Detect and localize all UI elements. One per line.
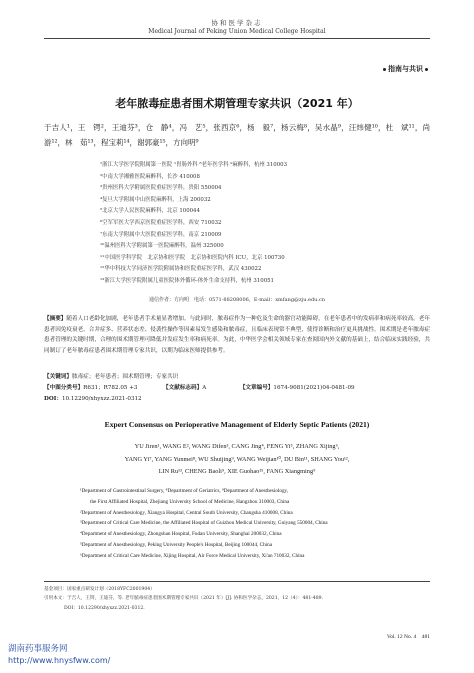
author-line-en: LIN Ru¹³, CHENG Baoli⁹, XIE Guohao¹⁵, FANG Xiangming⁹ xyxy=(158,468,316,475)
affiliation-en: ⁵Department of Anesthesiology, Peking University People's Hospital, Beijing 100044, China xyxy=(80,541,273,548)
section-tag xyxy=(381,64,430,74)
affiliation-en: the First Affiliated Hospital, Zhejiang University School of Medicine, Hangzhou 310003, China xyxy=(90,498,290,505)
classification-row xyxy=(44,383,430,391)
watermark xyxy=(8,644,110,666)
affiliation-cn: ¹⁰温州医科大学附属第一医院麻醉科，温州 325000 xyxy=(100,243,224,250)
affiliations-en xyxy=(80,486,430,562)
affiliation-cn: ¹³浙江大学医学院附属儿童医院体外循环-体外生命支持科，杭州 310051 xyxy=(100,277,274,284)
article-no-label: 【文章编号】 xyxy=(239,385,274,391)
author-list-cn: 于吉人¹，王 锷²，王迪芬³，仓 静⁴，冯 艺⁵，张西京⁶，杨 毅⁷，杨云梅⁸，吴水晶⁹，汪炜健¹⁰，杜 斌¹¹，尚 游¹²，林 茹¹³，程宝莉¹⁴，谢郭豪¹⁵，方向明⁹ xyxy=(44,123,438,147)
affiliations-cn xyxy=(100,160,430,288)
clc-label: 【中图分类号】 xyxy=(44,385,84,391)
affiliation-en: ³Department of Critical Care Medicine, the Affiliated Hospital of Guizhou Medical University, Guiyang 550004, China xyxy=(80,520,328,527)
affiliation-cn: ⁷东南大学附属中大医院重症医学科，南京 210009 xyxy=(100,231,222,238)
header-divider xyxy=(44,38,430,39)
article-no-value: 1674-9081(2021)04-0481-09 xyxy=(273,385,355,391)
abstract-cn xyxy=(44,314,430,356)
affiliation-cn: ¹浙江大学医学院附属第一医院 ¹胃肠外科 ⁸老年医学科 ⁹麻醉科，杭州 310003 xyxy=(100,162,288,168)
section-tag-label: 指南与共识 xyxy=(388,65,423,73)
footnotes xyxy=(44,585,430,613)
abstract-label: 【摘要】 xyxy=(44,316,67,322)
author-list-en xyxy=(70,441,404,479)
keywords-cn xyxy=(44,372,430,380)
watermark-url[interactable]: http://www.hnysfww.com/ xyxy=(8,656,111,665)
footnote-funding: 基金项目：国家重点研发计划（2018YFC2001904） xyxy=(44,587,155,592)
article-title-cn: 老年脓毒症患者围术期管理专家共识（2021 年） xyxy=(115,97,359,110)
affiliation-cn: ⁴复旦大学附属中山医院麻醉科，上海 200032 xyxy=(100,196,211,203)
watermark-name: 湖南药事服务网 xyxy=(8,644,68,654)
doi-label: DOI： xyxy=(44,396,62,402)
footnote-citation: 引用本文：于吉人，王锷，王迪芬，等. 老年脓毒症患者围术期管理专家共识（2021 年）[J]. 协和医学杂志，2021，12（4）：481-489. xyxy=(44,596,324,602)
abstract-text: 随着人口老龄化加剧，老年患者手术量显著增加。与此同时，脓毒症作为一种危及生命的器官功能障碍，在老年患者中的发病率和病死率较高。老年患者因免疫衰老、合并症多、营养状态差、侵袭性操作等因素易发生感染和脓毒症，且临床表现常不典型，使得诊断和治疗更具挑战性。围术期是老年脓毒症患者管理的关键时期，合理的围术期管理可降低并发症发生率和病死率。为此，中华医学会相关领域专家在查阅国内外文献的基础上，结合临床实践经验，共同制订了老年脓毒症患者围术期管理专家共识，以期为临床医师提供参考。 xyxy=(44,316,430,354)
page-number: Vol. 12 No. 4 481 xyxy=(386,634,430,640)
author-line-en: YU Jiren¹, WANG E², WANG Difen³, CANG Jing⁴, FENG Yi⁵, ZHANG Xijing⁶, xyxy=(134,443,340,450)
journal-name-en: Medical Journal of Peking Union Medical College Hospital xyxy=(148,28,326,35)
keywords-text: 脓毒症；老年患者；围术期管理；专家共识 xyxy=(71,374,179,380)
article-title-en: Expert Consensus on Perioperative Management of Elderly Septic Patients (2021) xyxy=(104,420,370,429)
doc-code-label: 【文献标志码】 xyxy=(163,385,203,391)
affiliation-cn: ²中南大学湘雅医院麻醉科，长沙 410008 xyxy=(100,173,200,180)
affiliation-en: ¹Department of Gastrointestinal Surgery, ⁸Department of Geriatrics, ⁹Department of Anesthesiology, xyxy=(80,488,289,494)
doc-code-value: A xyxy=(202,385,207,391)
doi-row xyxy=(44,394,142,402)
affiliation-en: ²Department of Anesthesiology, Xiangya Hospital, Central South University, Changsha 410008, China xyxy=(80,509,293,516)
bullet-dot-icon xyxy=(383,68,386,71)
affiliation-en: ⁴Department of Anesthesiology, Zhongshan Hospital, Fudan University, Shanghai 200032, China xyxy=(80,531,282,538)
keywords-label: 【关键词】 xyxy=(44,374,72,380)
footnote-doi: DOI：10.12290/xhyxzz.2021-0312. xyxy=(64,605,145,611)
affiliation-cn: ⁵北京大学人民医院麻醉科，北京 100044 xyxy=(100,208,200,215)
affiliation-cn: ¹²华中科技大学同济医学院附属协和医院重症医学科，武汉 430022 xyxy=(100,266,262,273)
doi-value[interactable]: 10.12290/xhyxzz.2021-0312 xyxy=(61,396,142,402)
affiliation-cn: ³贵州医科大学附属医院重症医学科，贵阳 550004 xyxy=(100,185,222,192)
affiliation-cn: ¹¹中国医学科学院 北京协和医学院 北京协和医院内科 ICU，北京 100730 xyxy=(100,254,285,261)
bullet-dot-icon xyxy=(425,68,428,71)
clc-value: R631；R782.05 +3 xyxy=(83,385,138,391)
corresponding-author: 通信作者：方向明 电话：0571-88208006，E-mail：xmfang@zju.edu.cn xyxy=(148,297,325,303)
footnote-divider xyxy=(44,581,430,582)
affiliation-en: ⁶Department of Critical Care Medicine, Xijing Hospital, Air Force Medical University, Xi'an 710032, China xyxy=(80,552,305,559)
affiliation-cn: ⁶空军军医大学西京医院重症医学科，西安 710032 xyxy=(100,219,222,226)
author-line-en: YANG Yi⁷, YANG Yunmei⁸, WU Shuijing⁹, WANG Weijian¹⁰, DU Bin¹¹, SHANG You¹², xyxy=(124,455,350,463)
journal-name-cn: 协和医学杂志 xyxy=(211,19,263,27)
